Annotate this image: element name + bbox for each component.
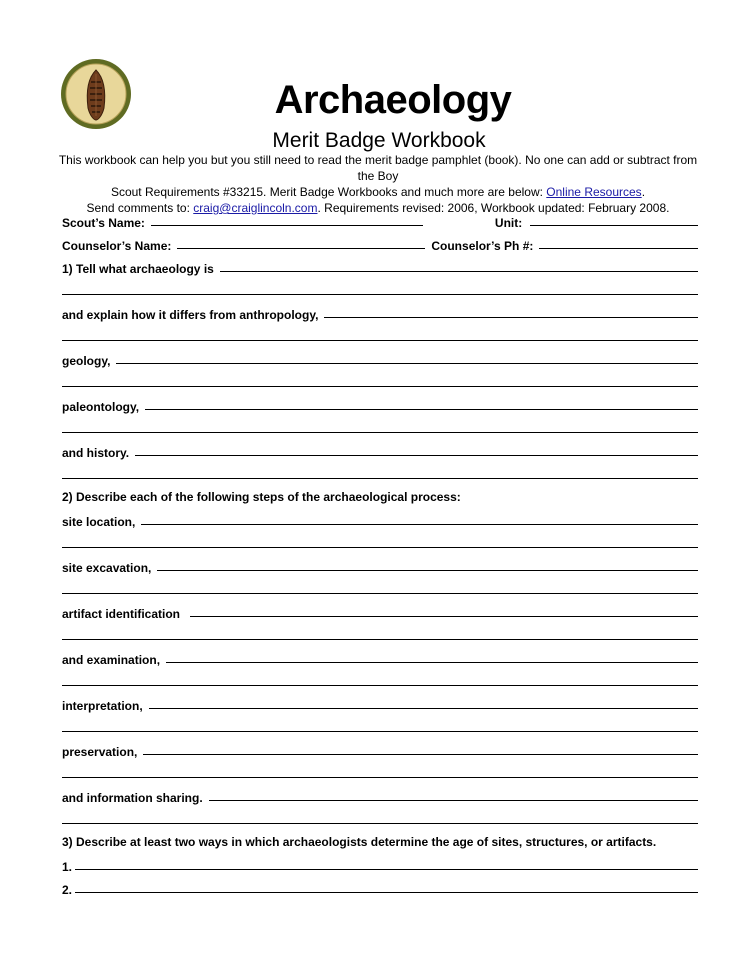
req3-line-1 [62,851,698,874]
answer-line[interactable] [62,340,698,341]
page-subtitle: Merit Badge Workbook [272,129,486,152]
req2-g-blank-row [62,805,698,828]
online-resources-link[interactable]: Online Resources [546,185,642,199]
req1-d-answer[interactable] [145,409,698,410]
email-link[interactable]: craig@craiglincoln.com [193,201,318,215]
answer-line[interactable] [62,731,698,732]
req1-line-d [62,391,698,414]
req2-b-label: site excavation, [62,561,152,575]
intro-line-1: This workbook can help you but you still need to read the merit badge pamphlet (book). No one can add or subtract from the Boy [58,153,698,183]
req2-line-c [62,598,698,621]
counselor-name-field[interactable] [177,248,425,249]
req1-c-label: geology, [62,354,111,368]
req2-c-blank-row [62,621,698,644]
req1-d-label: paleontology, [62,400,140,414]
counselor-name-label: Counselor’s Name: [62,239,172,253]
req2-line-d [62,644,698,667]
req2-d-label: and examination, [62,653,161,667]
req1-line-a [62,253,698,276]
req2-line-e [62,690,698,713]
req3-heading [62,828,698,851]
answer-line[interactable] [62,478,698,479]
req2-d-blank-row [62,667,698,690]
req2-b-blank-row [62,575,698,598]
req3-item-1-answer[interactable] [75,869,698,870]
answer-line[interactable] [62,685,698,686]
answer-line[interactable] [62,593,698,594]
unit-label: Unit: [494,216,523,230]
req1-b-blank-row [62,322,698,345]
page-title: Archaeology [274,78,512,122]
req2-heading [62,483,698,506]
answer-line[interactable] [62,777,698,778]
req2-g-label: and information sharing. [62,791,203,805]
req2-b-answer[interactable] [157,570,698,571]
intro-line-3-text: Send comments to: [86,201,194,215]
req2-e-answer[interactable] [149,708,698,709]
req3-item-2-label: 2. [62,883,73,897]
req1-line-b [62,299,698,322]
req3-line-2 [62,874,698,897]
req2-question: 2) Describe each of the following steps of the archaeological process: [62,490,461,504]
req2-c-answer[interactable] [190,616,698,617]
req1-e-blank-row [62,460,698,483]
answer-line[interactable] [62,294,698,295]
req1-line-c [62,345,698,368]
req2-line-f [62,736,698,759]
counselor-phone-label: Counselor’s Ph #: [431,239,534,253]
req1-e-label: and history. [62,446,130,460]
req1-c-answer[interactable] [116,363,698,364]
req1-b-label: and explain how it differs from anthropology, [62,308,319,322]
scout-name-label: Scout’s Name: [62,216,145,230]
req1-d-blank-row [62,414,698,437]
req3-item-1-label: 1. [62,860,73,874]
req2-g-answer[interactable] [209,800,698,801]
req1-c-blank-row [62,368,698,391]
req2-e-blank-row [62,713,698,736]
req2-f-label: preservation, [62,745,138,759]
req1-question: 1) Tell what archaeology is [62,262,214,276]
req2-a-answer[interactable] [141,524,698,525]
scout-name-field[interactable] [151,225,423,226]
req1-a-blank-row [62,276,698,299]
req3-item-2-answer[interactable] [75,892,698,893]
counselor-info-row [62,230,698,253]
req2-line-g [62,782,698,805]
answer-line[interactable] [62,547,698,548]
req3-question: 3) Describe at least two ways in which archaeologists determine the age of sites, structures, or artifacts. [62,835,657,849]
intro-line-2-end: . [641,185,646,199]
req2-d-answer[interactable] [166,662,698,663]
req2-f-answer[interactable] [143,754,698,755]
scout-info-row [62,207,698,230]
intro-line-2 [58,184,698,200]
req1-line-e [62,437,698,460]
req2-a-label: site location, [62,515,136,529]
req1-e-answer[interactable] [135,455,698,456]
unit-field[interactable] [530,225,698,226]
req2-line-b [62,552,698,575]
req2-a-blank-row [62,529,698,552]
workbook-form [62,207,698,897]
req2-f-blank-row [62,759,698,782]
intro-line-2-text: Scout Requirements #33215. Merit Badge Workbooks and much more are below: [110,185,547,199]
intro-line-3-end: . Requirements revised: 2006, Workbook updated: February 2008. [317,201,670,215]
answer-line[interactable] [62,823,698,824]
req2-e-label: interpretation, [62,699,143,713]
answer-line[interactable] [62,432,698,433]
req1-a-answer[interactable] [220,271,698,272]
req1-b-answer[interactable] [324,317,698,318]
answer-line[interactable] [62,639,698,640]
req2-c-label: artifact identification [62,607,181,621]
counselor-phone-field[interactable] [539,248,698,249]
req2-line-a [62,506,698,529]
answer-line[interactable] [62,386,698,387]
